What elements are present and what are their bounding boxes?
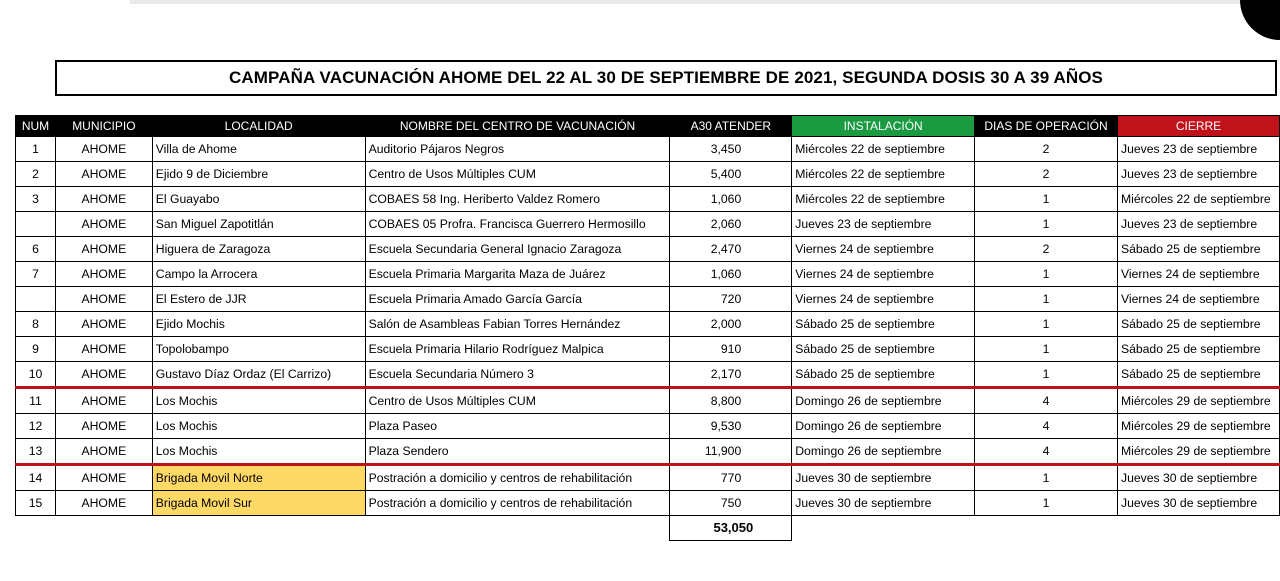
top-shadow-strip [130, 0, 1250, 4]
cell-num: 10 [16, 362, 56, 388]
cell-dias: 2 [975, 137, 1118, 162]
cell-cierre: Viernes 24 de septiembre [1117, 287, 1279, 312]
cell-centro: Escuela Secundaria Número 3 [365, 362, 670, 388]
table-row [16, 262, 1280, 287]
cell-municipio: AHOME [55, 312, 152, 337]
table-row [16, 337, 1280, 362]
total-row [16, 516, 1280, 541]
cell-atender: 2,000 [670, 312, 792, 337]
cell-atender: 910 [670, 337, 792, 362]
cell-atender: 3,450 [670, 137, 792, 162]
cell-municipio: AHOME [55, 465, 152, 491]
table-row [16, 212, 1280, 237]
cell-cierre: Sábado 25 de septiembre [1117, 237, 1279, 262]
cell-centro: Centro de Usos Múltiples CUM [365, 388, 670, 414]
cell-num: 12 [16, 414, 56, 439]
cell-dias: 4 [975, 414, 1118, 439]
cell-atender: 770 [670, 465, 792, 491]
header-instalacion: INSTALACIÓN [792, 116, 975, 137]
cell-instalacion: Jueves 30 de septiembre [792, 465, 975, 491]
header-num: NUM [16, 116, 56, 137]
table-row [16, 137, 1280, 162]
cell-centro: Centro de Usos Múltiples CUM [365, 162, 670, 187]
cell-dias: 1 [975, 212, 1118, 237]
cell-atender: 1,060 [670, 262, 792, 287]
cell-cierre: Sábado 25 de septiembre [1117, 312, 1279, 337]
total-spacer-right [792, 516, 1280, 541]
cell-municipio: AHOME [55, 337, 152, 362]
header-localidad: LOCALIDAD [152, 116, 365, 137]
cell-instalacion: Domingo 26 de septiembre [792, 414, 975, 439]
cell-dias: 1 [975, 262, 1118, 287]
cell-cierre: Jueves 23 de septiembre [1117, 212, 1279, 237]
cell-municipio: AHOME [55, 439, 152, 465]
cell-num: 13 [16, 439, 56, 465]
cell-municipio: AHOME [55, 362, 152, 388]
cell-num [16, 212, 56, 237]
cell-num: 9 [16, 337, 56, 362]
cell-localidad: Gustavo Díaz Ordaz (El Carrizo) [152, 362, 365, 388]
header-atender: A30 ATENDER [670, 116, 792, 137]
cell-instalacion: Sábado 25 de septiembre [792, 362, 975, 388]
cell-instalacion: Viernes 24 de septiembre [792, 287, 975, 312]
cell-centro: Salón de Asambleas Fabian Torres Hernández [365, 312, 670, 337]
cell-municipio: AHOME [55, 388, 152, 414]
cell-num: 15 [16, 491, 56, 516]
cell-dias: 2 [975, 162, 1118, 187]
table-row [16, 312, 1280, 337]
total-value: 53,050 [670, 516, 792, 541]
cell-dias: 1 [975, 187, 1118, 212]
cell-localidad: Campo la Arrocera [152, 262, 365, 287]
header-municipio: MUNICIPIO [55, 116, 152, 137]
cell-localidad: El Guayabo [152, 187, 365, 212]
cell-dias: 1 [975, 287, 1118, 312]
cell-num: 1 [16, 137, 56, 162]
header-cierre: CIERRE [1117, 116, 1279, 137]
cell-centro: Escuela Primaria Margarita Maza de Juárez [365, 262, 670, 287]
cell-cierre: Jueves 30 de septiembre [1117, 491, 1279, 516]
cell-centro: Postración a domicilio y centros de rehabilitación [365, 491, 670, 516]
header-dias: DIAS DE OPERACIÓN [975, 116, 1118, 137]
table-row [16, 362, 1280, 388]
cell-municipio: AHOME [55, 212, 152, 237]
table-header-row [16, 116, 1280, 137]
cell-instalacion: Miércoles 22 de septiembre [792, 162, 975, 187]
table-row [16, 414, 1280, 439]
cell-cierre: Miércoles 22 de septiembre [1117, 187, 1279, 212]
cell-dias: 4 [975, 388, 1118, 414]
cell-cierre: Miércoles 29 de septiembre [1117, 439, 1279, 465]
cell-cierre: Miércoles 29 de septiembre [1117, 388, 1279, 414]
cell-instalacion: Jueves 23 de septiembre [792, 212, 975, 237]
cell-cierre: Jueves 23 de septiembre [1117, 162, 1279, 187]
cell-centro: COBAES 05 Profra. Francisca Guerrero Hermosillo [365, 212, 670, 237]
cell-localidad: Brigada Movil Sur [152, 491, 365, 516]
cell-localidad: El Estero de JJR [152, 287, 365, 312]
header-centro: NOMBRE DEL CENTRO DE VACUNACIÓN [365, 116, 670, 137]
cell-localidad: Ejido 9 de Diciembre [152, 162, 365, 187]
cell-num: 2 [16, 162, 56, 187]
cell-instalacion: Viernes 24 de septiembre [792, 262, 975, 287]
cell-num: 8 [16, 312, 56, 337]
cell-num: 6 [16, 237, 56, 262]
table-row [16, 187, 1280, 212]
cell-instalacion: Sábado 25 de septiembre [792, 312, 975, 337]
cell-num: 11 [16, 388, 56, 414]
cell-cierre: Jueves 23 de septiembre [1117, 137, 1279, 162]
cell-cierre: Sábado 25 de septiembre [1117, 337, 1279, 362]
cell-instalacion: Sábado 25 de septiembre [792, 337, 975, 362]
corner-shape [1240, 0, 1280, 40]
cell-atender: 8,800 [670, 388, 792, 414]
cell-localidad: Los Mochis [152, 388, 365, 414]
cell-centro: Plaza Paseo [365, 414, 670, 439]
cell-instalacion: Miércoles 22 de septiembre [792, 187, 975, 212]
table-row [16, 388, 1280, 414]
cell-localidad: Ejido Mochis [152, 312, 365, 337]
cell-localidad: Los Mochis [152, 439, 365, 465]
table-body [16, 137, 1280, 516]
table-row [16, 465, 1280, 491]
vaccination-table [15, 115, 1280, 541]
cell-localidad: Los Mochis [152, 414, 365, 439]
table-row [16, 491, 1280, 516]
table-row [16, 162, 1280, 187]
cell-cierre: Miércoles 29 de septiembre [1117, 414, 1279, 439]
cell-atender: 2,170 [670, 362, 792, 388]
cell-atender: 1,060 [670, 187, 792, 212]
cell-num: 3 [16, 187, 56, 212]
cell-municipio: AHOME [55, 491, 152, 516]
cell-centro: Plaza Sendero [365, 439, 670, 465]
cell-atender: 5,400 [670, 162, 792, 187]
cell-municipio: AHOME [55, 414, 152, 439]
cell-dias: 1 [975, 465, 1118, 491]
document-title [55, 60, 1277, 96]
cell-instalacion: Domingo 26 de septiembre [792, 388, 975, 414]
cell-municipio: AHOME [55, 187, 152, 212]
cell-instalacion: Domingo 26 de septiembre [792, 439, 975, 465]
cell-atender: 2,060 [670, 212, 792, 237]
cell-localidad: Villa de Ahome [152, 137, 365, 162]
cell-dias: 1 [975, 312, 1118, 337]
cell-instalacion: Viernes 24 de septiembre [792, 237, 975, 262]
cell-centro: Auditorio Pájaros Negros [365, 137, 670, 162]
cell-dias: 1 [975, 491, 1118, 516]
table-row [16, 439, 1280, 465]
cell-localidad: Topolobampo [152, 337, 365, 362]
cell-cierre: Sábado 25 de septiembre [1117, 362, 1279, 388]
cell-cierre: Jueves 30 de septiembre [1117, 465, 1279, 491]
cell-dias: 1 [975, 337, 1118, 362]
total-spacer [16, 516, 670, 541]
cell-atender: 9,530 [670, 414, 792, 439]
cell-num [16, 287, 56, 312]
cell-centro: Escuela Primaria Amado García García [365, 287, 670, 312]
cell-atender: 720 [670, 287, 792, 312]
cell-num: 7 [16, 262, 56, 287]
cell-localidad: San Miguel Zapotitlán [152, 212, 365, 237]
cell-centro: Postración a domicilio y centros de rehabilitación [365, 465, 670, 491]
cell-centro: COBAES 58 Ing. Heriberto Valdez Romero [365, 187, 670, 212]
cell-centro: Escuela Primaria Hilario Rodríguez Malpica [365, 337, 670, 362]
cell-instalacion: Miércoles 22 de septiembre [792, 137, 975, 162]
cell-municipio: AHOME [55, 287, 152, 312]
cell-dias: 4 [975, 439, 1118, 465]
cell-municipio: AHOME [55, 262, 152, 287]
cell-atender: 750 [670, 491, 792, 516]
table-row [16, 237, 1280, 262]
cell-cierre: Viernes 24 de septiembre [1117, 262, 1279, 287]
cell-dias: 2 [975, 237, 1118, 262]
cell-atender: 11,900 [670, 439, 792, 465]
cell-municipio: AHOME [55, 162, 152, 187]
cell-num: 14 [16, 465, 56, 491]
cell-centro: Escuela Secundaria General Ignacio Zaragoza [365, 237, 670, 262]
cell-localidad: Brigada Movil Norte [152, 465, 365, 491]
cell-atender: 2,470 [670, 237, 792, 262]
cell-municipio: AHOME [55, 137, 152, 162]
table-row [16, 287, 1280, 312]
cell-dias: 1 [975, 362, 1118, 388]
cell-municipio: AHOME [55, 237, 152, 262]
cell-instalacion: Jueves 30 de septiembre [792, 491, 975, 516]
cell-localidad: Higuera de Zaragoza [152, 237, 365, 262]
title-text: CAMPAÑA VACUNACIÓN AHOME DEL 22 AL 30 DE SEPTIEMBRE DE 2021, SEGUNDA DOSIS 30 A 39 AÑOS [229, 68, 1103, 87]
